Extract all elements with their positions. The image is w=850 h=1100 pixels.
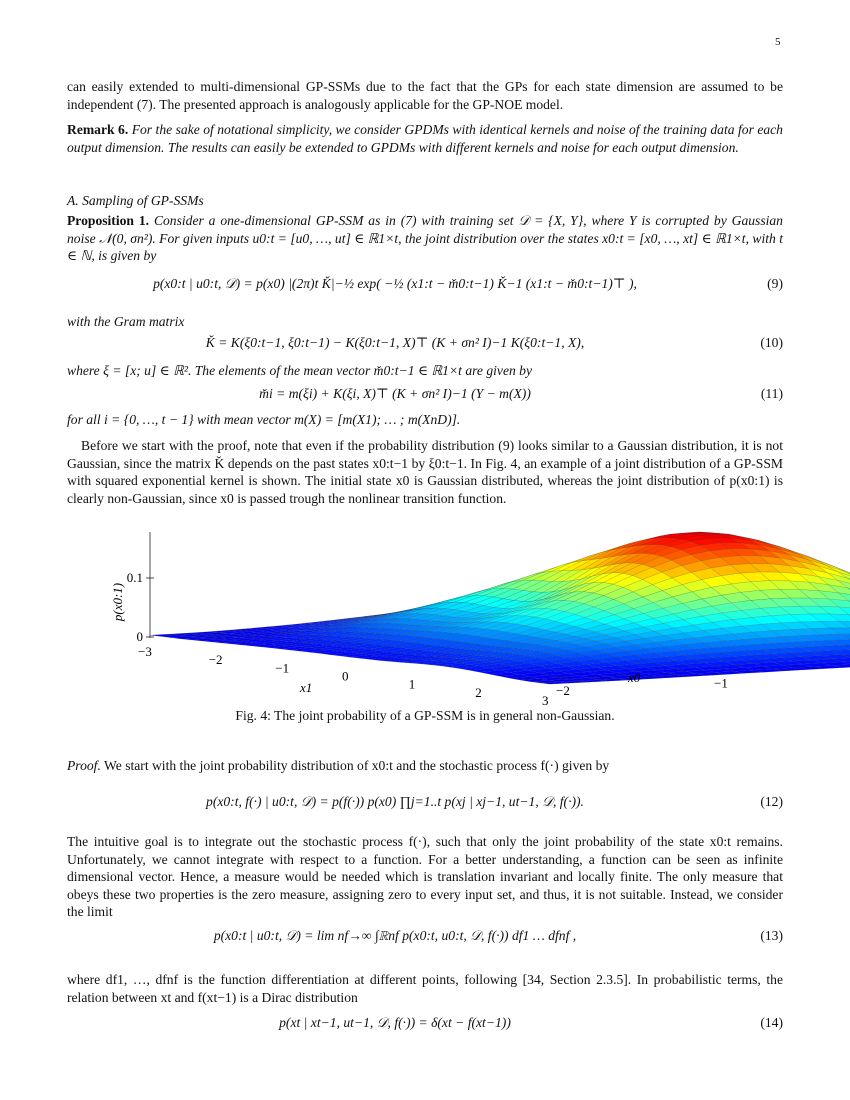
proposition-text: Consider a one-dimensional GP-SSM as in (7) with training set 𝒟 = {X, Y}, where Y is corrupted by Gaussian noise 𝒩(0, σn²). For given inputs u0:t = [u0, …, ut] ∈ ℝ1×t, the joint distribution over the states x0:t = [x0, …, xt] ∈ ℝ1×t, with t ∈ ℕ, is given by [67,213,783,263]
x1-tick-label: −3 [138,644,152,659]
x0-tick-label: −1 [714,675,728,691]
x1-tick-label: −2 [208,652,223,668]
x0-tick-label: −2 [556,683,570,698]
equation-9-math: p(x0:t | u0:t, 𝒟) = p(x0) |(2π)t Ǩ|−½ exp( −½ (x1:t − m̌0:t−1) Ǩ−1 (x1:t − m̌0:t−1)⊤ ), [153,276,637,291]
joint-probability-surface-chart [100,520,760,708]
mean-vector-text: where ξ = [x; u] ∈ ℝ². The elements of the mean vector m̌0:t−1 ∈ ℝ1×t are given by [67,363,533,378]
equation-9-number: (9) [767,276,783,291]
equation-13 [67,928,783,958]
equation-10 [67,335,783,365]
proof-paragraph [67,757,783,775]
equation-12-math: p(x0:t, f(·) | u0:t, 𝒟) = p(f(·)) p(x0) ∏j=1..t p(xj | xj−1, ut−1, 𝒟, f(·)). [206,794,584,809]
equation-10-number: (10) [760,335,783,350]
x1-tick-label: 1 [408,676,416,692]
proposition-label: Proposition 1. [67,213,150,228]
equation-9 [67,276,783,306]
equation-14-math: p(xt | xt−1, ut−1, 𝒟, f(·)) = δ(xt − f(xt−1)) [279,1015,511,1030]
surface-mesh [150,532,850,684]
paragraph-before-proof: Before we start with the proof, note that even if the probability distribution (9) looks similar to a Gaussian distribution, it is not Gaussian, since the matrix Ǩ depends on the past states x0:t−1 by ξ0:t−1. In Fig. 4, an example of a joint distribution of a GP-SSM with squared exponential kernel is shown. The initial state x0 is Gaussian distributed, whereas the joint distribution of p(x0:1) is clearly non-Gaussian, since x0 is passed trough the nonlinear transition function. [67,438,783,506]
x1-tick-label: 3 [542,693,549,708]
remark-6 [67,121,783,156]
proof-text: We start with the joint probability distribution of x0:t and the stochastic process f(·) given by [104,758,610,773]
x1-tick-label: 0 [342,668,349,684]
equation-11-number: (11) [760,386,783,401]
gram-intro: with the Gram matrix [67,314,185,329]
proposition-1 [67,212,783,265]
equation-13-number: (13) [760,928,783,943]
equation-10-math: Ǩ = K(ξ0:t−1, ξ0:t−1) − K(ξ0:t−1, X)⊤ (K + σn² I)−1 K(ξ0:t−1, X), [205,335,585,350]
figure-caption: Fig. 4: The joint probability of a GP-SSM is in general non-Gaussian. [235,708,615,723]
remark-text: For the sake of notational simplicity, we consider GPDMs with identical kernels and noise of the training data for each output dimension. The results can easily be extended to GPDMs with different kernels and noise for each output dimension. [67,122,783,155]
equation-12 [67,794,783,824]
remark-label: Remark 6. [67,122,129,137]
equation-12-number: (12) [760,794,783,809]
z-tick-label-0: 0 [136,629,143,644]
z-axis-label: p(x0:1) [110,582,125,622]
x1-tick-label: 2 [475,684,482,700]
proof-label: Proof. [67,758,101,773]
for-all-text: for all i = {0, …, t − 1} with mean vector m(X) = [m(X1); … ; m(XnD)]. [67,412,461,427]
equation-13-math: p(x0:t | u0:t, 𝒟) = lim nf→∞ ∫ℝnf p(x0:t, u0:t, 𝒟, f(·)) df1 … dfnf , [213,928,577,943]
paragraph-after-12: The intuitive goal is to integrate out the stochastic process f(·), such that only the joint probability of the state x0:t remains. Unfortunately, we cannot integrate with respect to a function. For a better understanding, a function can be seen as infinite dimensional vector. Hence, a measure would be needed which is translation invariant and locally finite. The only measure that obeys these two properties is the zero measure, assigning zero to every input set, and thus, it is not suitable. Instead, we consider the limit [67,834,783,919]
x1-tick-label: −1 [275,660,290,676]
section-heading: A. Sampling of GP-SSMs [67,193,204,208]
paragraph-after-13: where df1, …, dfnf is the function differentiation at different points, following [34, Section 2.3.5]. In probabilistic terms, the relation between xt and f(xt−1) is a Dirac distribution [67,972,783,1005]
intro-paragraph: can easily extended to multi-dimensional GP-SSMs due to the fact that the GPs for each state dimension are assumed to be independent (7). The presented approach is analogously applicable for the GP-NOE model. [67,79,783,112]
x0-axis-label: x0 [628,670,641,685]
equation-14-number: (14) [760,1015,783,1030]
equation-11-math: m̌i = m(ξi) + K(ξi, X)⊤ (K + σn² I)−1 (Y − m(X)) [259,386,531,401]
z-tick-label-0.1: 0.1 [126,570,143,585]
equation-14 [67,1015,783,1045]
x1-axis-label: x1 [300,680,313,695]
page-number: 5 [775,36,781,48]
